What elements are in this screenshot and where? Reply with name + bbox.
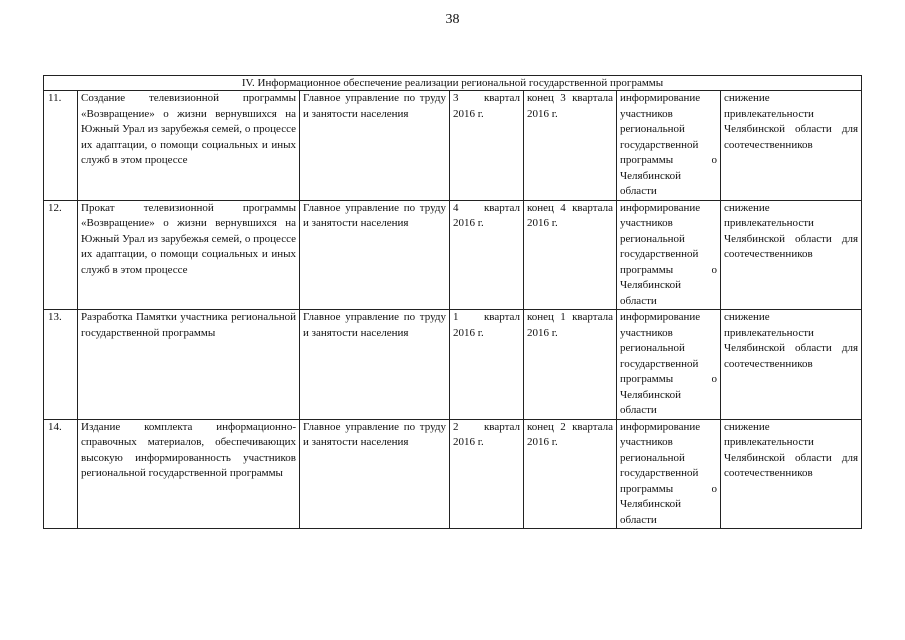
table-row [44,91,862,201]
start-date-cell: 4 квартал 2016 г. [450,200,524,310]
executor-cell: Главное управление по труду и занятости населения [300,310,450,420]
effect-cell: снижение привлекательности Челябинской области для соотечественников [721,310,862,420]
end-date-cell: конец 1 квартала 2016 г. [524,310,617,420]
activity-cell: Издание комплекта информационно-справочных материалов, обеспечивающих высокую информированность участников региональной государственной программы [78,419,300,529]
row-number: 12. [44,200,78,310]
executor-cell: Главное управление по труду и занятости населения [300,91,450,201]
effect-cell: снижение привлекательности Челябинской области для соотечественников [721,91,862,201]
section-header-row [44,76,862,91]
result-cell: информирование участников региональной государственной программы о Челябинской области [617,91,721,201]
result-cell: информирование участников региональной государственной программы о Челябинской области [617,200,721,310]
start-date-cell: 1 квартал 2016 г. [450,310,524,420]
row-number: 14. [44,419,78,529]
section-title: IV. Информационное обеспечение реализации региональной государственной программы [44,76,862,91]
end-date-cell: конец 2 квартала 2016 г. [524,419,617,529]
table-row [44,419,862,529]
executor-cell: Главное управление по труду и занятости населения [300,200,450,310]
activity-cell: Создание телевизионной программы «Возвращение» о жизни вернувшихся на Южный Урал из зарубежья семей, о процессе их адаптации, о помощи социальных и иных служб в этом процессе [78,91,300,201]
effect-cell: снижение привлекательности Челябинской области для соотечественников [721,419,862,529]
executor-cell: Главное управление по труду и занятости населения [300,419,450,529]
end-date-cell: конец 3 квартала 2016 г. [524,91,617,201]
start-date-cell: 3 квартал 2016 г. [450,91,524,201]
program-table [43,75,862,529]
table-row [44,310,862,420]
table-row [44,200,862,310]
row-number: 13. [44,310,78,420]
start-date-cell: 2 квартал 2016 г. [450,419,524,529]
activity-cell: Прокат телевизионной программы «Возвращение» о жизни вернувшихся на Южный Урал из зарубежья семей, о процессе их адаптации, о помощи социальных и иных служб в этом процессе [78,200,300,310]
activity-cell: Разработка Памятки участника региональной государственной программы [78,310,300,420]
result-cell: информирование участников региональной государственной программы о Челябинской области [617,310,721,420]
result-cell: информирование участников региональной государственной программы о Челябинской области [617,419,721,529]
effect-cell: снижение привлекательности Челябинской области для соотечественников [721,200,862,310]
end-date-cell: конец 4 квартала 2016 г. [524,200,617,310]
row-number: 11. [44,91,78,201]
page-number: 38 [445,12,460,27]
